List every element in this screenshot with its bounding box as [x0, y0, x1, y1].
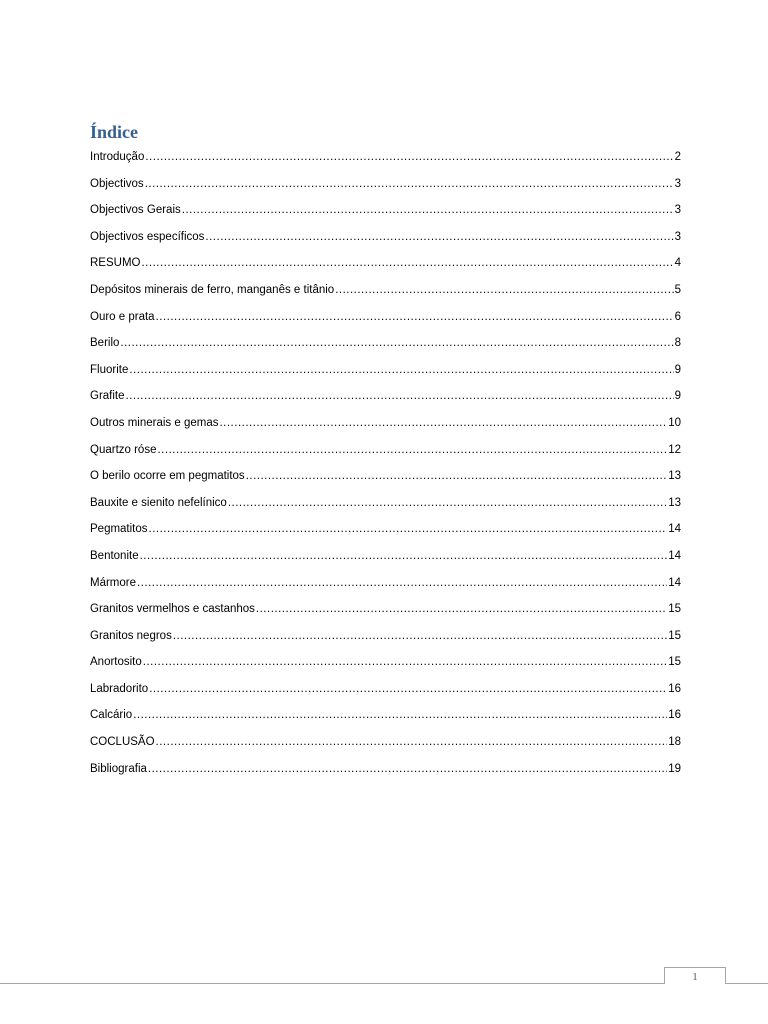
toc-entry-title: Pegmatitos [90, 523, 148, 536]
page-number: 1 [664, 967, 726, 984]
toc-entry-page: 14 [668, 523, 681, 536]
toc-dot-leader [173, 627, 667, 645]
toc-entry[interactable] [90, 175, 681, 202]
toc-entry[interactable] [90, 201, 681, 228]
toc-entry-page: 10 [668, 416, 681, 429]
toc-entry[interactable] [90, 520, 681, 547]
toc-entry-page: 3 [674, 177, 681, 190]
toc-entry[interactable] [90, 760, 681, 787]
toc-entry-page: 9 [674, 390, 681, 403]
toc-entry-title: Granitos negros [90, 629, 172, 642]
toc-entry[interactable] [90, 308, 681, 335]
toc-entry-title: Berilo [90, 337, 120, 350]
toc-heading: Índice [90, 122, 139, 142]
toc-entry-title: Anortosito [90, 656, 142, 669]
toc-entry-page: 13 [668, 496, 681, 509]
toc-entry-page: 16 [668, 682, 681, 695]
toc-entry-page: 8 [674, 337, 681, 350]
toc-entry-page: 16 [668, 709, 681, 722]
toc-entry-title: Outros minerais e gemas [90, 416, 219, 429]
toc-entry-title: Calcário [90, 709, 133, 722]
toc-entry-title: Quartzo róse [90, 443, 157, 456]
toc-dot-leader [149, 680, 667, 698]
toc-dot-leader [156, 733, 668, 751]
toc-entry[interactable] [90, 414, 681, 441]
toc-dot-leader [141, 254, 673, 272]
toc-entry-page: 2 [674, 151, 681, 163]
toc-entry-title: O berilo ocorre em pegmatitos [90, 470, 245, 483]
toc-entry-title: Granitos vermelhos e castanhos [90, 603, 255, 616]
toc-entry-title: Mármore [90, 576, 137, 589]
toc-dot-leader [228, 494, 667, 512]
toc-entry-page: 18 [668, 736, 681, 749]
toc-entry-page: 9 [674, 363, 681, 376]
toc-entry[interactable] [90, 228, 681, 255]
toc-entry[interactable] [90, 706, 681, 733]
toc-entry[interactable] [90, 494, 681, 521]
toc-entry-page: 13 [668, 470, 681, 483]
toc-entry[interactable] [90, 733, 681, 760]
toc-dot-leader [145, 148, 673, 166]
toc-entry-title: Introdução [90, 151, 145, 163]
toc-entry[interactable] [90, 254, 681, 281]
toc-entry-title: COCLUSÃO [90, 736, 155, 749]
toc-entry-title: Objectivos específicos [90, 230, 205, 243]
toc-entry-title: Bauxite e sienito nefelínico [90, 496, 227, 509]
toc-entry-page: 15 [668, 656, 681, 669]
toc-entry-title: Bentonite [90, 549, 139, 562]
toc-entry-page: 3 [674, 230, 681, 243]
toc-entry-page: 19 [668, 762, 681, 775]
toc-entry-page: 6 [674, 310, 681, 323]
toc-list [90, 148, 681, 786]
toc-entry-page: 3 [674, 204, 681, 217]
toc-dot-leader [137, 574, 667, 592]
toc-entry[interactable] [90, 547, 681, 574]
toc-entry[interactable] [90, 574, 681, 601]
toc-dot-leader [149, 520, 668, 538]
toc-entry[interactable] [90, 627, 681, 654]
toc-entry-page: 15 [668, 603, 681, 616]
toc-dot-leader [145, 175, 674, 193]
toc-entry-page: 15 [668, 629, 681, 642]
toc-entry-title: Fluorite [90, 363, 129, 376]
toc-entry[interactable] [90, 467, 681, 494]
toc-dot-leader [140, 547, 668, 565]
toc-dot-leader [219, 414, 667, 432]
toc-entry[interactable] [90, 680, 681, 707]
toc-dot-leader [256, 600, 667, 618]
toc-entry-title: Grafite [90, 390, 125, 403]
toc-dot-leader [156, 308, 674, 326]
toc-entry-page: 14 [668, 576, 681, 589]
toc-dot-leader [133, 706, 667, 724]
toc-entry-title: Ouro e prata [90, 310, 155, 323]
toc-entry[interactable] [90, 387, 681, 414]
toc-entry[interactable] [90, 600, 681, 627]
toc-entry-page: 12 [668, 443, 681, 456]
toc-entry[interactable] [90, 281, 681, 308]
toc-dot-leader [143, 653, 667, 671]
toc-entry-title: RESUMO [90, 257, 141, 270]
footer-rule [0, 983, 768, 984]
toc-entry[interactable] [90, 334, 681, 361]
toc-dot-leader [120, 334, 673, 352]
toc-entry[interactable] [90, 361, 681, 388]
toc-entry-title: Objectivos [90, 177, 144, 190]
toc-dot-leader [148, 760, 667, 778]
toc-entry[interactable] [90, 653, 681, 680]
toc-entry-page: 5 [674, 283, 681, 296]
toc-dot-leader [157, 441, 667, 459]
toc-dot-leader [246, 467, 668, 485]
toc-entry[interactable] [90, 441, 681, 468]
toc-entry-page: 14 [668, 549, 681, 562]
toc-entry[interactable] [90, 148, 681, 175]
toc-dot-leader [335, 281, 673, 299]
toc-dot-leader [182, 201, 674, 219]
toc-entry-title: Objectivos Gerais [90, 204, 181, 217]
toc-dot-leader [126, 387, 674, 405]
toc-dot-leader [129, 361, 673, 379]
toc-entry-title: Depósitos minerais de ferro, manganês e titânio [90, 283, 335, 296]
toc-entry-page: 4 [674, 257, 681, 270]
toc-entry-title: Bibliografia [90, 762, 147, 775]
toc-entry-title: Labradorito [90, 682, 149, 695]
toc-dot-leader [205, 228, 673, 246]
